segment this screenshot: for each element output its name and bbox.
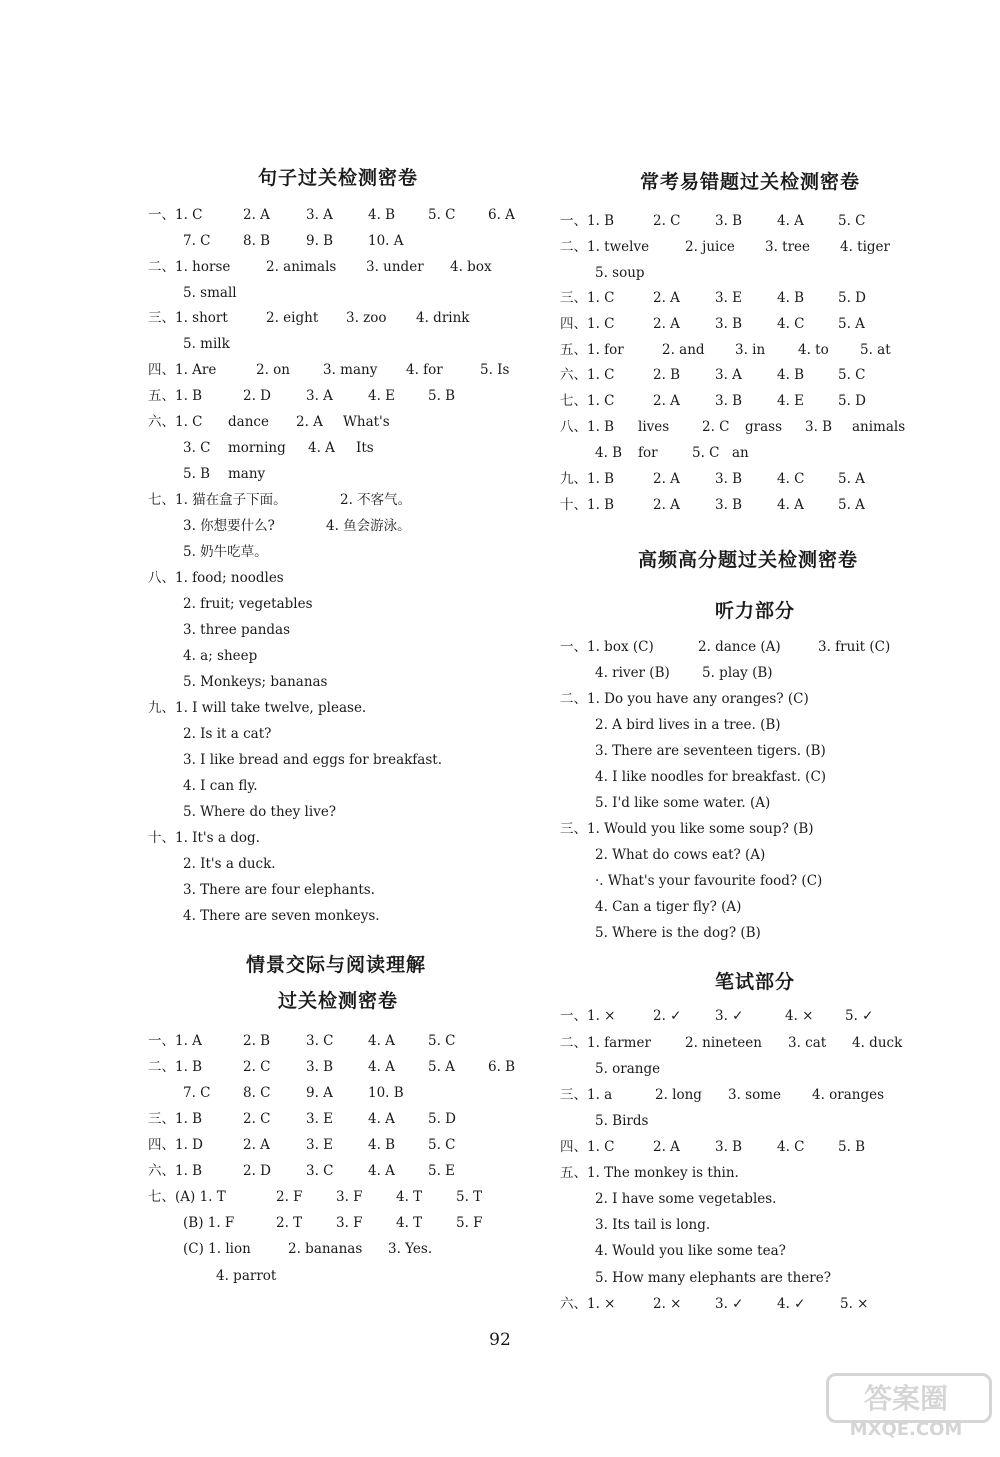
answer-line [148,231,568,251]
answer-item: 四、1. D [148,1137,203,1153]
answer-item: 2. D [243,388,271,404]
answer-item: 4. Can a tiger fly? (A) [595,899,742,915]
answer-item: 二、1. farmer [560,1035,651,1051]
answer-item: (C) 1. lion [183,1241,251,1257]
answer-item: 8. B [243,233,271,249]
answer-item: 5. T [456,1189,483,1205]
answer-item: 4. A [368,1163,395,1179]
answer-item: 5. C [692,445,720,461]
answer-item: 4. I like noodles for breakfast. (C) [595,769,827,785]
answer-item: 2. fruit; vegetables [183,596,313,612]
answer-line [148,283,568,303]
answer-item: 2. A [653,471,680,487]
answer-line [148,828,568,848]
answer-item: 三、1. C [560,290,615,306]
answer-item: 3. in [735,342,766,358]
answer-item: 2. animals [266,259,337,275]
answer-item: 3. B [715,393,743,409]
answer-item: 5. Where do they live? [183,804,337,820]
answer-line [148,308,568,328]
answer-item: 3. cat [788,1035,827,1051]
answer-line [148,1031,568,1051]
answer-item: 2. B [653,367,681,383]
answer-item: 5. play (B) [702,665,773,681]
answer-item: 五、1. The monkey is thin. [560,1165,739,1181]
answer-line [560,1085,980,1105]
answer-item: 3. C [306,1033,334,1049]
answer-item: 2. on [256,362,290,378]
answer-item: 5. A [838,497,865,513]
answer-item: 4. A [777,213,804,229]
answer-line [560,1033,980,1053]
answer-item: morning [228,440,286,456]
answer-line [148,464,568,484]
answer-item: 四、1. C [560,316,615,332]
answer-item: 3. A [306,207,333,223]
answer-item: 3. E [306,1137,334,1153]
answer-line [560,1059,980,1079]
answer-item: 3. Its tail is long. [595,1217,711,1233]
answer-item: 3. E [306,1111,334,1127]
answer-item: 4. C [777,316,805,332]
answer-item: 一、1. A [148,1033,202,1049]
answer-item: 2. × [653,1296,682,1312]
answer-item: 2. A [296,414,323,430]
answer-item: 二、1. Do you have any oranges? (C) [560,691,809,707]
answer-item: 一、1. box (C) [560,639,654,655]
answer-line [148,854,568,874]
answer-item: 十、1. It's a dog. [148,830,260,846]
answer-item: 2. bananas [288,1241,363,1257]
answer-item: 5. C [838,367,866,383]
answer-item: 4. ✓ [777,1296,806,1312]
answer-line [148,698,568,718]
answer-item: 3. B [306,1059,334,1075]
answer-item: 4. a; sheep [183,648,258,664]
answer-item: 4. drink [416,310,470,326]
answer-item: 4. B [595,445,623,461]
answer-item: 2. A bird lives in a tree. (B) [595,717,781,733]
answer-line [148,906,568,926]
answer-item: 5. Birds [595,1113,649,1129]
answer-line [148,594,568,614]
answer-line [148,620,568,640]
answer-item: 4. 鱼会游泳。 [326,518,411,534]
answer-item: 4. E [777,393,805,409]
answer-item: 4. B [777,367,805,383]
answer-item: 2. 不客气。 [340,492,412,508]
answer-item: 3. B [715,497,743,513]
answer-item: 5. A [838,471,865,487]
answer-item: 4. A [308,440,335,456]
answer-item: 4. for [406,362,443,378]
answer-item: 3. B [715,471,743,487]
answer-item: 2. ✓ [653,1008,682,1024]
answer-item: 5. Is [480,362,510,378]
answer-item: lives [638,419,670,435]
answer-item: 4. C [777,471,805,487]
answer-item: 3. F [336,1189,363,1205]
answer-item: 5. A [428,1059,455,1075]
answer-line [560,1241,980,1261]
answer-item: 4. B [368,207,396,223]
answer-item: 5. D [428,1111,456,1127]
answer-item: 10. B [368,1085,404,1101]
answer-item: 2. long [655,1087,702,1103]
answer-item: 2. dance (A) [698,639,781,655]
answer-item: What's [343,414,390,430]
answer-item: 九、1. I will take twelve, please. [148,700,367,716]
answer-line [148,516,568,536]
answer-item: 5. Where is the dog? (B) [595,925,761,941]
answer-item: 2. What do cows eat? (A) [595,847,766,863]
answer-item: 4. E [368,388,396,404]
answer-item: 4. Would you like some tea? [595,1243,786,1259]
section-title: 情景交际与阅读理解 [246,954,427,976]
answer-item: 2. juice [685,239,735,255]
answer-item: 四、1. C [560,1139,615,1155]
answer-item: 4. T [396,1189,423,1205]
answer-item: 4. A [368,1111,395,1127]
answer-item: 一、1. B [560,213,615,229]
answer-line [560,637,980,657]
answer-item: 9. B [306,233,334,249]
answer-line [560,469,980,489]
answer-item: 三、1. Would you like some soup? (B) [560,821,814,837]
answer-item: 5. 奶牛吃草。 [183,544,268,560]
answer-item: 2. Is it a cat? [183,726,272,742]
answer-item: 6. A [488,207,515,223]
answer-line [148,1083,568,1103]
answer-item: 9. A [306,1085,333,1101]
answer-line [148,750,568,770]
answer-item: dance [228,414,269,430]
answer-item: 5. soup [595,265,645,281]
section-title: 听力部分 [715,600,796,622]
answer-item: 4. C [777,1139,805,1155]
answer-line [148,360,568,380]
answer-item: an [732,445,749,461]
answer-item: 五、1. B [148,388,203,404]
answer-line [148,334,568,354]
answer-item: 4. parrot [216,1268,277,1284]
answer-item: 2. F [276,1189,303,1205]
answer-line [560,923,980,943]
answer-item: Its [356,440,374,456]
answer-item: 5. C [428,1033,456,1049]
answer-line [148,386,568,406]
answer-item: 3. tree [765,239,811,255]
answer-item: 2. T [276,1215,303,1231]
answer-item: 2. eight [266,310,319,326]
answer-line [148,1239,568,1259]
answer-line [148,1213,568,1233]
answer-line [560,288,980,308]
answer-item: 九、1. B [560,471,615,487]
answer-item: 十、1. B [560,497,615,513]
answer-item: 六、1. B [148,1163,203,1179]
answer-item: animals [852,419,906,435]
answer-line [148,1161,568,1181]
answer-item: 4. A [368,1059,395,1075]
answer-line [560,1137,980,1157]
answer-item: 5. C [428,207,456,223]
answer-item: 2. D [243,1163,271,1179]
answer-item: 5. D [838,290,866,306]
answer-item: 2. C [243,1059,271,1075]
answer-item: 2. C [702,419,730,435]
answer-line [148,542,568,562]
answer-line [560,1294,980,1314]
answer-item: 五、1. for [560,342,624,358]
section-title: 句子过关检测密卷 [258,167,419,189]
answer-line [560,263,980,283]
answer-item: 3. There are seventeen tigers. (B) [595,743,826,759]
answer-line [560,767,980,787]
answer-item: 5. C [428,1137,456,1153]
answer-item: 5. orange [595,1061,661,1077]
answer-item: 2. A [653,290,680,306]
answer-item: 2. A [653,316,680,332]
answer-item: 二、1. twelve [560,239,650,255]
answer-item: 2. A [653,497,680,513]
answer-line [560,819,980,839]
answer-item: 5. milk [183,336,230,352]
answer-item: grass [745,419,782,435]
answer-item: 6. B [488,1059,516,1075]
answer-item: for [638,445,658,461]
answer-item: 5. B [183,466,211,482]
watermark-mark: 答案圈 [863,1382,948,1415]
answer-item: 4. A [368,1033,395,1049]
answer-item: 一、1. C [148,207,203,223]
answer-line [148,205,568,225]
answer-item: 八、1. B [560,419,615,435]
answer-line [560,845,980,865]
answer-item: 4. There are seven monkeys. [183,908,380,924]
answer-line [560,391,980,411]
answer-line [148,257,568,277]
answer-item: 5. How many elephants are there? [595,1270,831,1286]
answer-item: 5. at [860,342,891,358]
answer-item: 5. Monkeys; bananas [183,674,328,690]
answer-item: 4. tiger [840,239,890,255]
answer-item: 七、1. 猫在盒子下面。 [148,492,287,508]
answer-item: 4. to [798,342,829,358]
answer-item: 4. river (B) [595,665,670,681]
answer-item: 六、1. C [148,414,203,430]
answer-item: 4. box [450,259,492,275]
answer-line [148,490,568,510]
answer-item: 7. C [183,1085,211,1101]
answer-item: 3. There are four elephants. [183,882,375,898]
answer-item: 2. A [243,1137,270,1153]
answer-line [560,663,980,683]
answer-item: 3. Yes. [388,1241,433,1257]
answer-item: 三、1. short [148,310,228,326]
section-title: 过关检测密卷 [278,990,399,1012]
answer-line [148,1057,568,1077]
answer-item: 3. I like bread and eggs for breakfast. [183,752,442,768]
answer-line [560,237,980,257]
answer-item: 2. and [662,342,705,358]
answer-item: 一、1. × [560,1008,616,1024]
page-number: 92 [489,1330,511,1350]
answer-line [560,1006,980,1026]
watermark-logo [826,1373,986,1443]
answer-line [560,793,980,813]
answer-item: 2. A [653,393,680,409]
answer-item: 三、1. B [148,1111,203,1127]
answer-line [560,1268,980,1288]
answer-item: 2. I have some vegetables. [595,1191,777,1207]
answer-item: 2. A [243,207,270,223]
answer-item: (B) 1. F [183,1215,235,1231]
answer-item: ·. What's your favourite food? (C) [595,873,823,889]
answer-line [560,741,980,761]
section-title: 笔试部分 [715,971,796,993]
answer-line [148,412,568,432]
answer-item: 三、1. a [560,1087,613,1103]
answer-line [148,568,568,588]
answer-item: 4. × [785,1008,814,1024]
answer-item: 2. A [653,1139,680,1155]
answer-item: 5. A [838,316,865,332]
answer-line [560,689,980,709]
answer-item: 2. C [653,213,681,229]
answer-item: 3. 你想要什么? [183,518,275,534]
answer-line [560,211,980,231]
answer-item: 四、1. Are [148,362,217,378]
answer-item: 3. B [715,213,743,229]
answer-item: 3. many [323,362,378,378]
answer-item: 4. duck [852,1035,903,1051]
answer-item: 3. zoo [346,310,387,326]
answer-item: 5. B [428,388,456,404]
answer-line [148,1266,568,1286]
answer-item: 2. C [243,1111,271,1127]
answer-item: 5. C [838,213,866,229]
answer-item: 3. ✓ [715,1008,744,1024]
answer-item: 8. C [243,1085,271,1101]
answer-item: 4. B [368,1137,396,1153]
answer-item: 3. three pandas [183,622,291,638]
answer-item: 3. some [728,1087,782,1103]
answer-line [560,443,980,463]
answer-item: 5. small [183,285,237,301]
answer-item: 4. B [777,290,805,306]
answer-item: 3. under [366,259,424,275]
answer-line [560,365,980,385]
answer-line [148,438,568,458]
answer-line [148,672,568,692]
answer-line [560,495,980,515]
answer-line [148,1135,568,1155]
answer-item: 10. A [368,233,404,249]
answer-item: 3. C [183,440,211,456]
answer-line [148,1109,568,1129]
answer-item: 5. × [840,1296,869,1312]
answer-item: 3. A [306,388,333,404]
answer-item: 2. B [243,1033,271,1049]
answer-item: 4. I can fly. [183,778,258,794]
answer-item: 5. ✓ [845,1008,874,1024]
answer-item: 3. C [306,1163,334,1179]
answer-item: 4. A [777,497,804,513]
answer-line [560,715,980,735]
answer-line [148,646,568,666]
answer-item: 3. A [715,367,742,383]
answer-item: 3. B [715,1139,743,1155]
answer-item: 5. I'd like some water. (A) [595,795,771,811]
answer-line [560,417,980,437]
answer-item: 3. B [715,316,743,332]
answer-item: many [228,466,266,482]
answer-item: 3. F [336,1215,363,1231]
answer-item: 2. nineteen [685,1035,762,1051]
answer-line [560,1189,980,1209]
answer-line [560,897,980,917]
answer-line [560,340,980,360]
answer-line [148,880,568,900]
answer-line [560,1111,980,1131]
answer-line [560,314,980,334]
section-title: 高频高分题过关检测密卷 [638,549,859,571]
answer-item: 3. fruit (C) [818,639,891,655]
answer-item: 3. ✓ [715,1296,744,1312]
answer-item: 5. D [838,393,866,409]
answer-line [560,1163,980,1183]
answer-line [148,1187,568,1207]
answer-item: 六、1. × [560,1296,616,1312]
answer-item: 5. F [456,1215,483,1231]
answer-item: 4. T [396,1215,423,1231]
answer-item: 7. C [183,233,211,249]
answer-item: 六、1. C [560,367,615,383]
answer-line [560,871,980,891]
answer-item: 2. It's a duck. [183,856,276,872]
answer-item: 4. oranges [812,1087,885,1103]
answer-line [148,802,568,822]
section-title: 常考易错题过关检测密卷 [640,171,861,193]
answer-item: 七、(A) 1. T [148,1189,226,1205]
watermark-text: MXQE.COM [849,1419,963,1440]
answer-item: 3. B [805,419,833,435]
answer-item: 5. E [428,1163,456,1179]
answer-line [148,724,568,744]
answer-item: 二、1. B [148,1059,203,1075]
answer-item: 5. B [838,1139,866,1155]
answer-item: 二、1. horse [148,259,231,275]
answer-line [148,776,568,796]
answer-item: 七、1. C [560,393,615,409]
answer-item: 八、1. food; noodles [148,570,284,586]
answer-line [560,1215,980,1235]
answer-item: 3. E [715,290,743,306]
